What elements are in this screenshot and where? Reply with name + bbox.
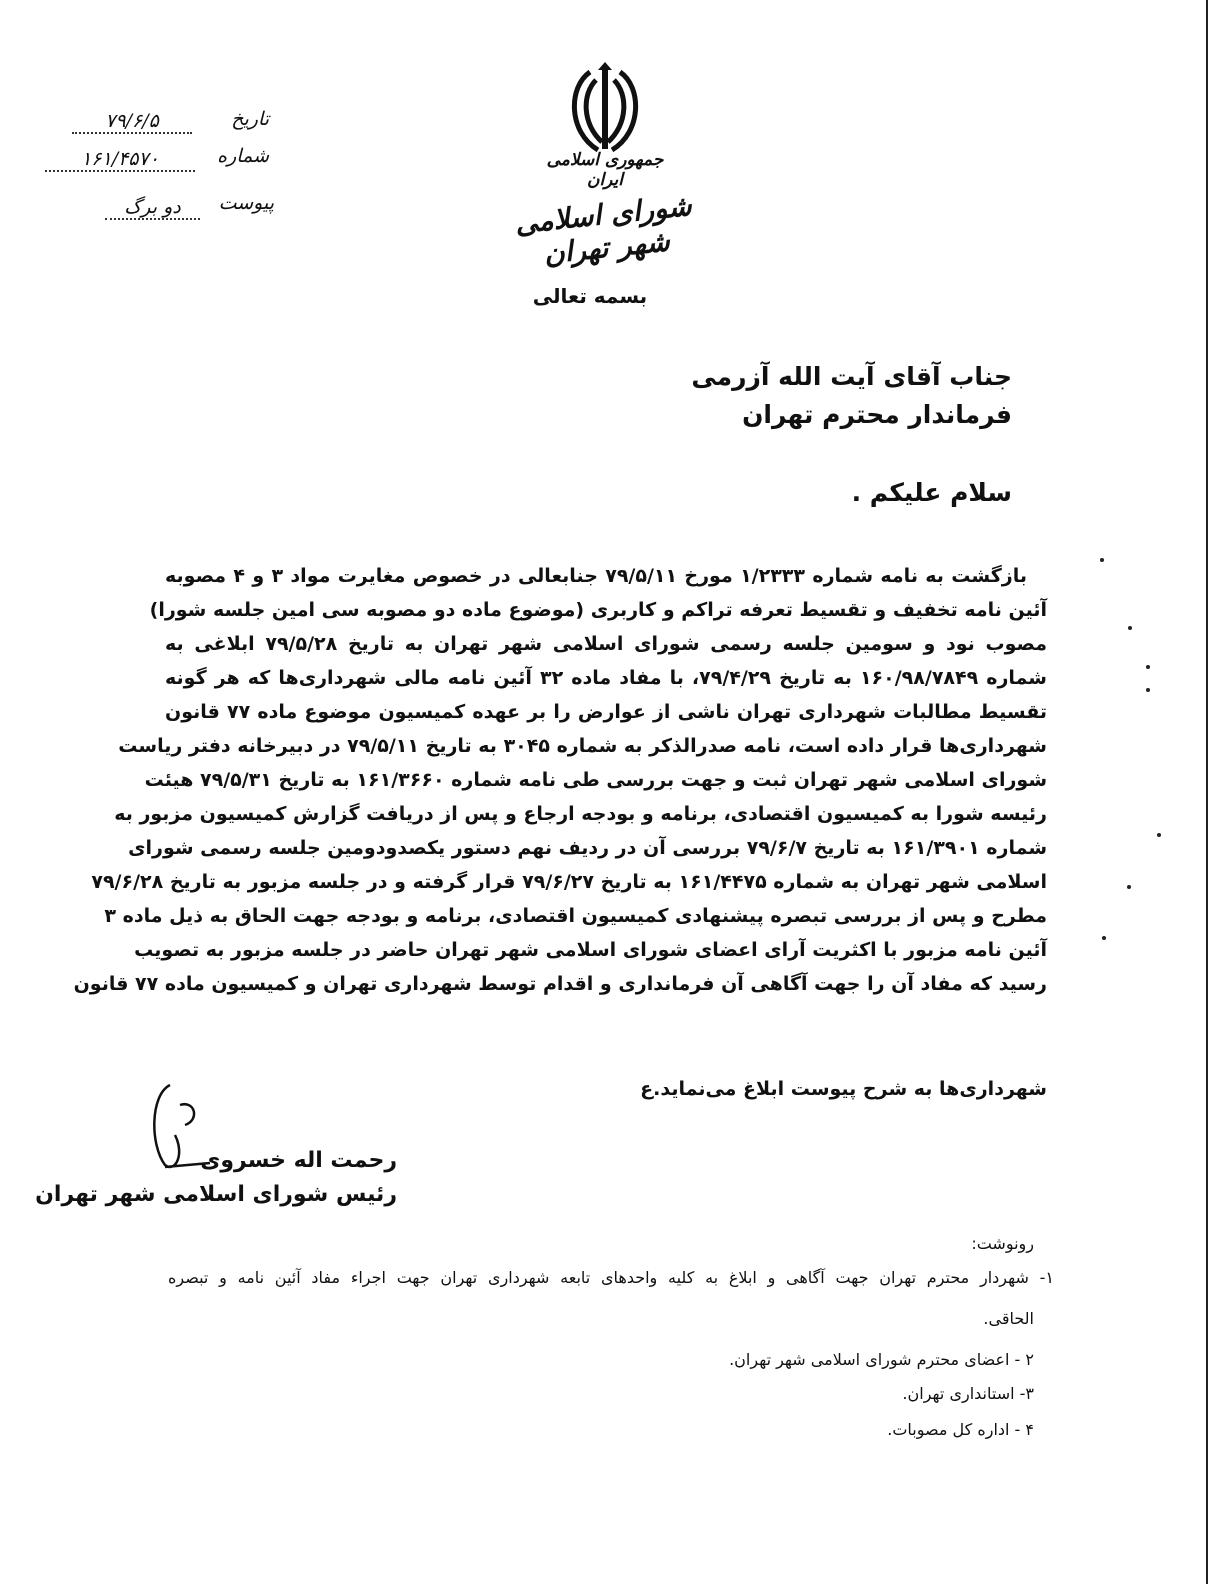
body-line: مصوب نود و سومین جلسه رسمی شورای اسلامی شهر تهران به تاریخ ۷۹/۵/۲۸ ابلاغی به: [165, 633, 1047, 655]
body-line: مطرح و پس از بررسی تبصره پیشنهادی کمیسیون اقتصادی، برنامه و بودجه جهت الحاق به ذیل ماده ۳: [104, 905, 1047, 927]
number-label: شماره: [217, 145, 269, 167]
signatory-name: رحمت اله خسروی: [200, 1148, 397, 1173]
cc-item-continuation: الحاقی.: [983, 1309, 1034, 1328]
body-line: شماره ۱۶۱/۳۹۰۱ به تاریخ ۷۹/۶/۷ بررسی آن در ردیف نهم دستور یکصدودومین جلسه رسمی شورای: [128, 837, 1047, 859]
scan-speck: [1128, 626, 1132, 630]
iran-emblem-icon: [560, 62, 650, 157]
scan-speck: [1102, 936, 1106, 940]
scan-speck: [1146, 665, 1150, 669]
body-line: تقسیط مطالبات شهرداری تهران ناشی از عوارض را بر عهده کمیسیون موضوع ماده ۷۷ قانون: [165, 701, 1047, 723]
body-line: شورای اسلامی شهر تهران ثبت و جهت بررسی طی نامه شماره ۱۶۱/۳۶۶۰ به تاریخ ۷۹/۵/۳۱ هیئت: [144, 769, 1047, 791]
scan-speck: [1146, 688, 1150, 692]
date-label: تاریخ: [231, 108, 269, 130]
body-line: رسید که مفاد آن را جهت آگاهی آن فرمانداری و اقدام توسط شهرداری تهران و کمیسیون ماده ۷۷ قانون: [73, 973, 1047, 995]
cc-item: ۴ - اداره کل مصوبات.: [887, 1420, 1034, 1439]
cc-item: ۱- شهردار محترم تهران جهت آگاهی و ابلاغ به کلیه واحدهای تابعه شهرداری تهران جهت اجراء مفاد آئین نامه و تبصره: [168, 1268, 1054, 1287]
signatory-title: رئیس شورای اسلامی شهر تهران: [35, 1182, 397, 1207]
body-line: اسلامی شهر تهران به شماره ۱۶۱/۴۴۷۵ به تاریخ ۷۹/۶/۲۷ قرار گرفته و در جلسه مزبور به تاریخ ۷۹/۶/۲۸: [91, 871, 1047, 893]
number-value: ۱۶۱/۴۵۷۰: [45, 148, 195, 172]
body-line: آئین نامه مزبور با اکثریت آرای اعضای شورای اسلامی شهر تهران حاضر در جلسه مزبور به تصویب: [134, 939, 1047, 961]
scan-speck: [1127, 885, 1131, 889]
cc-label: رونوشت:: [971, 1234, 1034, 1253]
council-name-logo: شورای اسلامی شهر تهران: [513, 188, 694, 271]
invocation: بسمه تعالی: [532, 284, 648, 308]
scan-speck: [1157, 833, 1161, 837]
body-line: شهرداری‌ها قرار داده است، نامه صدرالذکر به شماره ۳۰۴۵ به تاریخ ۷۹/۵/۱۱ در دبیرخانه دفتر ریاست: [118, 735, 1047, 757]
body-line: شماره ۱۶۰/۹۸/۷۸۴۹ به تاریخ ۷۹/۴/۲۹، با مفاد ماده ۳۲ آئین نامه مالی شهرداری‌ها که هر گونه: [165, 667, 1047, 689]
scan-speck: [1100, 558, 1104, 562]
addressee-title: فرماندار محترم تهران: [742, 400, 1012, 429]
body-line: رئیسه شورا به کمیسیون اقتصادی، برنامه و بودجه ارجاع و پس از دریافت گزارش کمیسیون مزبور به: [114, 803, 1047, 825]
body-line: شهرداری‌ها به شرح پیوست ابلاغ می‌نماید.ع: [640, 1078, 1047, 1100]
addressee-name: جناب آقای آیت الله آزرمی: [691, 362, 1012, 391]
cc-item: ۲ - اعضای محترم شورای اسلامی شهر تهران.: [729, 1350, 1034, 1369]
body-line: بازگشت به نامه شماره ۱/۲۳۳۳ مورخ ۷۹/۵/۱۱ جنابعالی در خصوص مغایرت مواد ۳ و ۴ مصوبه: [165, 565, 1027, 587]
attachment-value: دو برگ: [105, 196, 200, 220]
country-name: جمهوری اسلامی ایران: [546, 150, 664, 190]
date-value: ۷۹/۶/۵: [72, 110, 192, 134]
cc-item: ۳- استانداری تهران.: [902, 1384, 1034, 1403]
body-line: آئین نامه تخفیف و تقسیط تعرفه تراکم و کاربری (موضوع ماده دو مصوبه سی امین جلسه شورا): [149, 599, 1047, 621]
scan-edge-line: [1206, 0, 1208, 1584]
greeting: سلام علیکم .: [851, 478, 1012, 507]
attachment-label: پیوست: [218, 192, 274, 214]
